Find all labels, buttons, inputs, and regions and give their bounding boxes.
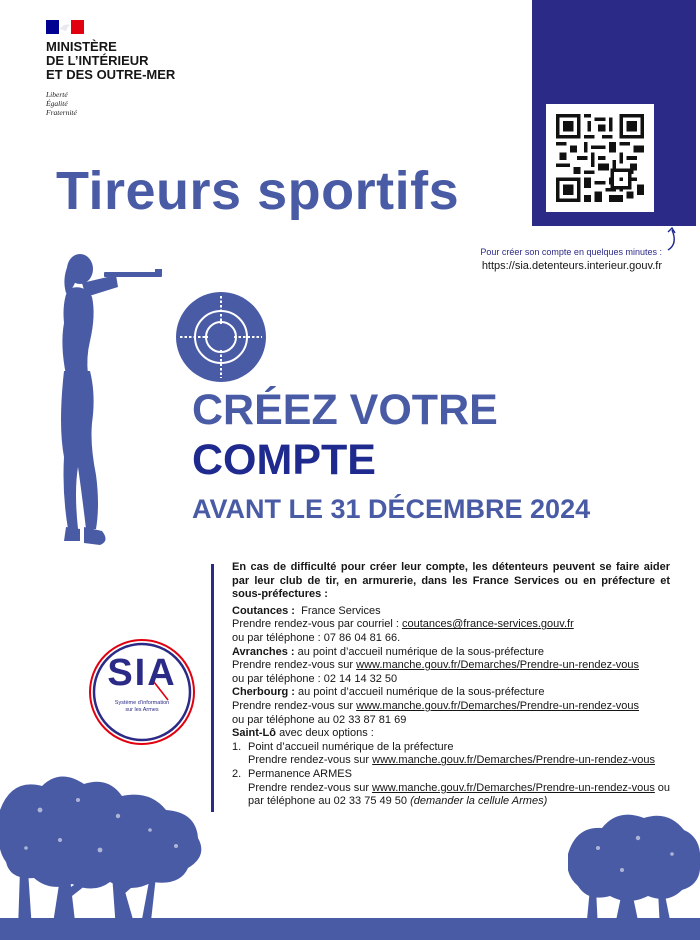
saintlo-option-1-web — [232, 754, 670, 768]
option-1-prefix: Prendre rendez-vous sur — [248, 754, 373, 767]
avranches-phone: ou par téléphone : 02 14 14 32 50 — [232, 672, 398, 685]
sia-subtitle-line-2: sur les Armes — [125, 707, 159, 713]
trees-left-illustration — [0, 770, 210, 930]
saintlo-option-2 — [232, 768, 670, 782]
help-intro: En cas de difficulté pour créer leur compte, les détenteurs peuvent se faire aider par leur club de tir, en armurerie, dans les France Services ou en préfecture et sous-préfectures : — [232, 561, 670, 601]
avranches-heading — [232, 646, 670, 660]
qr-code[interactable] — [546, 104, 654, 212]
option-1-web-link[interactable]: www.manche.gouv.fr/Demarches/Prendre-un-rendez-vous — [372, 754, 655, 767]
qr-caption: Pour créer son compte en quelques minutes : — [480, 247, 662, 257]
saintlo-heading — [232, 727, 670, 741]
coutances-mail-line — [232, 618, 670, 632]
sia-word: SIA — [107, 652, 177, 694]
coutances-label: Coutances : — [232, 604, 295, 617]
avranches-label: Avranches : — [232, 645, 295, 658]
option-2-note: (demander la cellule Armes) — [410, 795, 548, 808]
cherbourg-place: au point d’accueil numérique de la sous-préfecture — [298, 686, 545, 699]
motto-fraternite: Fraternité — [46, 108, 77, 117]
option-2-phone: par téléphone au 02 33 75 49 50 — [248, 795, 408, 808]
option-1-number: 1. — [232, 740, 242, 753]
vertical-rule — [211, 564, 214, 812]
avranches-web-line — [232, 659, 670, 673]
cherbourg-label: Cherbourg : — [232, 686, 295, 699]
sia-subtitle — [88, 700, 196, 714]
coutances-phone: ou par téléphone : 07 86 04 81 66. — [232, 631, 401, 644]
qr-code-icon — [556, 114, 644, 202]
saintlo-label: Saint-Lô — [232, 727, 276, 740]
saintlo-options: avec deux options : — [279, 727, 374, 740]
headline-line-1: CRÉEZ VOTRE — [192, 386, 498, 434]
ministry-name — [46, 40, 175, 82]
headline-line-2: COMPTE — [192, 436, 376, 484]
shooter-silhouette-icon — [56, 245, 168, 550]
curved-arrow-icon — [660, 226, 682, 252]
account-url-link[interactable]: https://sia.detenteurs.interieur.gouv.fr — [481, 260, 662, 272]
ministry-line-2: DE L’INTÉRIEUR — [46, 53, 149, 68]
cherbourg-web-prefix: Prendre rendez-vous sur — [232, 699, 357, 712]
option-2-title: Permanence ARMES — [248, 767, 352, 780]
motto-egalite: Égalité — [46, 99, 68, 108]
coutances-place: France Services — [301, 604, 381, 617]
cherbourg-web-link[interactable]: www.manche.gouv.fr/Demarches/Prendre-un-rendez-vous — [356, 699, 639, 712]
cherbourg-heading — [232, 686, 670, 700]
deadline-text: AVANT LE 31 DÉCEMBRE 2024 — [192, 494, 591, 524]
french-flag-icon — [46, 20, 84, 34]
ministry-line-1: MINISTÈRE — [46, 39, 117, 54]
option-2-number: 2. — [232, 767, 242, 780]
sia-subtitle-line-1: Système d’information — [114, 700, 170, 706]
saintlo-option-2-phone — [232, 795, 670, 809]
coutances-heading — [232, 605, 670, 619]
target-icon — [176, 292, 266, 382]
option-2-or: ou — [657, 781, 670, 794]
trees-right-illustration — [568, 808, 700, 930]
saintlo-option-2-web — [232, 782, 670, 796]
cherbourg-web-line — [232, 700, 670, 714]
avranches-place: au point d’accueil numérique de la sous-préfecture — [297, 645, 545, 658]
option-2-prefix: Prendre rendez-vous sur — [248, 781, 370, 794]
ministry-line-3: ET DES OUTRE-MER — [46, 67, 176, 82]
footer-band — [0, 918, 700, 940]
motto-liberte: Liberté — [46, 90, 68, 99]
option-2-web-link[interactable]: www.manche.gouv.fr/Demarches/Prendre-un-rendez-vous — [371, 781, 655, 794]
cherbourg-phone: ou par téléphone au 02 33 87 81 69 — [232, 713, 407, 726]
option-1-title: Point d’accueil numérique de la préfecture — [248, 740, 454, 753]
saintlo-option-1 — [232, 741, 670, 755]
avranches-web-link[interactable]: www.manche.gouv.fr/Demarches/Prendre-un-rendez-vous — [356, 659, 639, 672]
page-title: Tireurs sportifs — [56, 161, 460, 221]
coutances-mail-link[interactable]: coutances@france-services.gouv.fr — [401, 618, 574, 631]
avranches-web-prefix: Prendre rendez-vous sur — [232, 659, 357, 672]
republic-motto — [46, 90, 77, 117]
coutances-mail-prefix: Prendre rendez-vous par courriel : — [232, 618, 402, 631]
help-info — [232, 561, 670, 809]
